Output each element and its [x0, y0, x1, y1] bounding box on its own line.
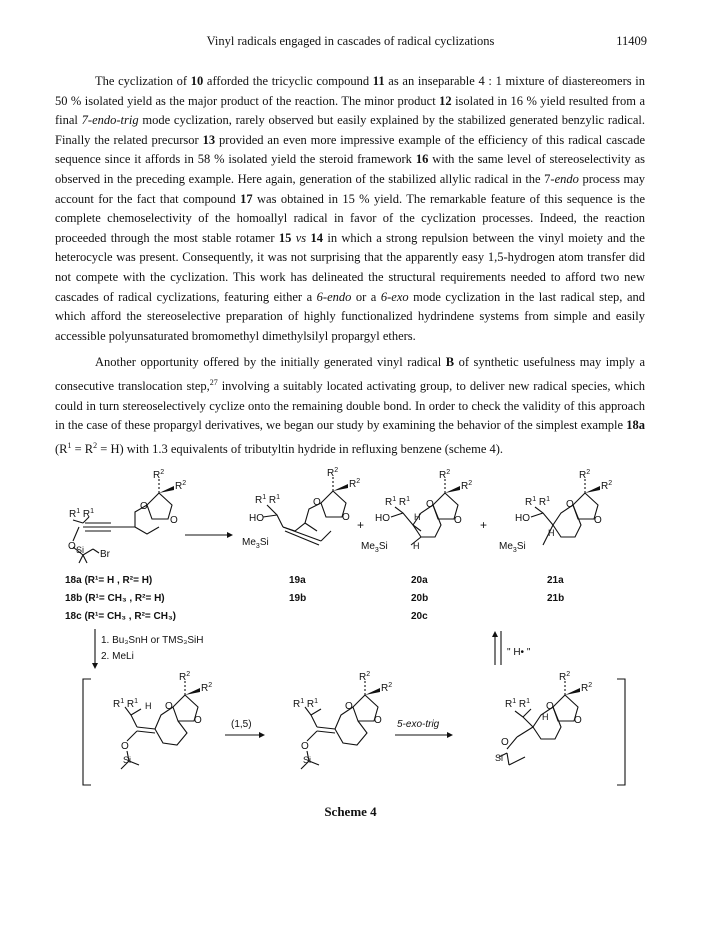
- text-segment: 7-endo-trig: [81, 113, 139, 128]
- compound-number-table: [65, 575, 564, 622]
- label-19-ho: HO: [249, 513, 264, 524]
- label-int1-r1: $R^1$ $R^1$: [113, 698, 139, 710]
- label-20-o2: O: [454, 515, 462, 526]
- label-19-r2-top: $R^2$: [327, 467, 339, 479]
- label-19-o1: O: [313, 497, 321, 508]
- text-segment: 14: [310, 230, 323, 245]
- label-21a: 21a: [547, 575, 564, 586]
- label-21-r2-side: $R^2$: [601, 480, 613, 492]
- label-19-r2-side: $R^2$: [349, 478, 361, 490]
- label-int1-o3: O: [121, 741, 129, 752]
- intermediate-1-structure: [121, 681, 200, 769]
- label-int3-si: Si: [495, 753, 504, 763]
- label-18-si: Si: [76, 545, 85, 555]
- plus-sign-2: +: [480, 518, 488, 532]
- compound-20-structure: [391, 479, 460, 545]
- label-int2-si: Si: [303, 755, 312, 765]
- label-19b: 19b: [289, 593, 307, 604]
- text-segment: = H) with 1.3 equivalents of tributyltin hydride in refluxing benzene (scheme 4).: [97, 442, 504, 456]
- text-segment: The cyclization of: [95, 74, 191, 88]
- compound-18-structure: [73, 479, 174, 563]
- text-segment: 6-endo: [316, 289, 352, 304]
- label-21-r1: $R^1$ $R^1$: [525, 496, 551, 508]
- text-segment: with the same level of stereoselectivity as observed in the preceding example. Here again, generation of the stabilized allylic radical in the 7-: [55, 152, 646, 186]
- label-21b: 21b: [547, 593, 565, 604]
- paragraph-1: [55, 72, 645, 346]
- scheme-4-figure: [55, 465, 655, 795]
- label-20b: 20b: [411, 593, 429, 604]
- label-int3-h: H: [542, 712, 549, 722]
- text-segment: mode cyclization in the last radical step, and which afford the stereoselective preparation of highly functionalized hydrindene systems from simple and easily accessible polyunsaturated bromomethyl dimethylsilyl propargyl ethers.: [55, 289, 645, 343]
- label-20-r2-side: $R^2$: [461, 480, 473, 492]
- text-segment: 10: [190, 74, 204, 88]
- label-int3-r2-top: $R^2$: [559, 671, 571, 683]
- label-18-r2-side: $R^2$: [175, 480, 187, 492]
- label-18-r1: $R^1$ $R^1$: [69, 508, 95, 520]
- label-int3-o3: O: [501, 737, 509, 748]
- label-18b: 18b (R¹= CH₃ , R²= H): [65, 593, 165, 604]
- intermediate-3-structure: [499, 681, 580, 765]
- text-segment: B: [445, 355, 455, 370]
- text-segment: 12: [439, 93, 452, 108]
- label-20-o1: O: [426, 499, 434, 510]
- text-segment: 6-exo: [380, 289, 409, 304]
- label-21-r2-top: $R^2$: [579, 469, 591, 481]
- left-bracket: [83, 679, 91, 785]
- reagent-1: 1. Bu₃SnH or TMS₃SiH: [101, 635, 204, 646]
- text-segment: was obtained in 15 % yield. The remarkable feature of this sequence is the complete chemoselectivity of the homoallyl radical in favor of the cyclization processes. Indeed, the reaction proceeded through the most stable rotamer: [55, 191, 645, 245]
- text-segment: provided an even more impressive example of the efficiency of this radical cascade sequence since it affords in 58 % isolated yield the steroid framework: [55, 132, 645, 167]
- label-21-o2: O: [594, 515, 602, 526]
- label-20-h2: H: [413, 541, 420, 551]
- label-int2-o3: O: [301, 741, 309, 752]
- text-segment: (R: [55, 442, 68, 456]
- text-segment: 18a: [626, 418, 645, 433]
- label-int3-r2-side: $R^2$: [581, 682, 593, 694]
- h-radical-label: " H• ": [507, 647, 531, 658]
- label-20-r1: $R^1$ $R^1$: [385, 496, 411, 508]
- label-int2-r2-top: $R^2$: [359, 671, 371, 683]
- label-18-o3: O: [68, 541, 76, 552]
- label-21-h: H: [548, 528, 555, 538]
- label-19a: 19a: [289, 575, 306, 586]
- label-21-ho: HO: [515, 513, 530, 524]
- label-20-h: H: [414, 512, 421, 522]
- text-segment: 27: [209, 377, 218, 387]
- label-19-o2: O: [342, 512, 350, 523]
- label-int1-r2-side: $R^2$: [201, 682, 213, 694]
- label-18a: 18a (R¹= H , R²= H): [65, 575, 153, 586]
- label-20-me3si: $Me_3Si$: [361, 541, 388, 554]
- label-int2-r1: $R^1$ $R^1$: [293, 698, 319, 710]
- label-20a: 20a: [411, 575, 428, 586]
- running-header-title: Vinyl radicals engaged in cascades of radical cyclizations: [206, 34, 495, 48]
- label-19-r1: $R^1$ $R^1$: [255, 494, 281, 506]
- label-int1-r2-top: $R^2$: [179, 671, 191, 683]
- text-segment: of synthetic usefulness may imply a consecutive translocation step,: [55, 355, 645, 394]
- label-19-me3si: $Me_3Si$: [242, 537, 269, 550]
- label-21-me3si: $Me_3Si$: [499, 541, 526, 554]
- label-18c: 18c (R¹= CH₃ , R²= CH₃): [65, 611, 176, 622]
- text-segment: endo: [554, 171, 579, 186]
- text-segment: 17: [240, 191, 253, 206]
- label-20-r2-top: $R^2$: [439, 469, 451, 481]
- text-segment: 2: [93, 440, 98, 450]
- label-int1-o2: O: [194, 715, 202, 726]
- label-int3-o2: O: [574, 715, 582, 726]
- text-segment: isolated in 16 % yield resulted from a final: [55, 93, 645, 128]
- label-5-exo-trig: 5-exo-trig: [397, 719, 440, 730]
- paragraph-2: [55, 353, 645, 459]
- label-int1-si: Si: [123, 755, 132, 765]
- text-segment: = R: [71, 442, 94, 456]
- text-segment: Another opportunity offered by the initially generated vinyl radical: [95, 355, 446, 370]
- label-int2-o2: O: [374, 715, 382, 726]
- label-15-shift: (1,5): [231, 719, 252, 730]
- text-segment: vs: [295, 230, 307, 245]
- label-18-r2-top: $R^2$: [153, 469, 165, 481]
- label-int1-o1: O: [165, 701, 173, 712]
- label-int3-r1: $R^1$ $R^1$: [505, 698, 531, 710]
- label-20-ho: HO: [375, 513, 390, 524]
- text-segment: involving a suitably located activating group, to deliver new radical species, which could in turn stereoselectively cyclize onto the remaining double bond. In order to check the validity of this approach in the case of these propargyl derivatives, we began our study by examining the behavior of the simplest example: [55, 379, 645, 433]
- text-segment: 16: [415, 152, 429, 167]
- label-int3-o1: O: [546, 701, 554, 712]
- label-int1-h: H: [145, 701, 152, 711]
- text-segment: or a: [351, 289, 381, 304]
- plus-sign-1: +: [357, 518, 365, 532]
- compound-21-structure: [531, 479, 600, 545]
- intermediate-2-structure: [301, 681, 380, 769]
- text-segment: 1: [67, 440, 72, 450]
- label-21-o1: O: [566, 499, 574, 510]
- text-segment: afforded the tricyclic compound: [203, 74, 373, 88]
- text-segment: 13: [202, 132, 216, 147]
- label-int2-r2-side: $R^2$: [381, 682, 393, 694]
- label-18-o2: O: [170, 515, 178, 526]
- label-18-br: Br: [100, 549, 110, 560]
- page-number: 11409: [616, 34, 647, 48]
- text-segment: in which a strong repulsion between the vinyl moiety and the heterocycle was present. Consequently, it was not surprising that the apparently easy 1,5-hydrogen atom transfer did not compete with the cyclization. This work has delineated the structural requirements needed to afford two new cascades of radical cyclizations, featuring either a: [55, 230, 645, 304]
- text-segment: as an inseparable 4 : 1 mixture of diastereomers in 50 % isolated yield as the major product of the reaction. The minor product: [55, 74, 646, 108]
- text-segment: process may account for the fact that compound: [55, 171, 645, 206]
- label-18-o1: O: [140, 501, 148, 512]
- body-text: [55, 72, 645, 460]
- text-segment: 11: [372, 74, 385, 88]
- text-segment: 15: [278, 230, 292, 245]
- compound-19-structure: [263, 477, 348, 545]
- right-bracket: [617, 679, 625, 785]
- label-20c: 20c: [411, 611, 428, 622]
- scheme-caption: Scheme 4: [324, 804, 377, 819]
- label-int2-o1: O: [345, 701, 353, 712]
- reagent-2: 2. MeLi: [101, 651, 134, 662]
- text-segment: mode cyclization, rarely observed but easily explained by the stabilized generated benzylic radical. Finally the related precursor: [55, 113, 645, 147]
